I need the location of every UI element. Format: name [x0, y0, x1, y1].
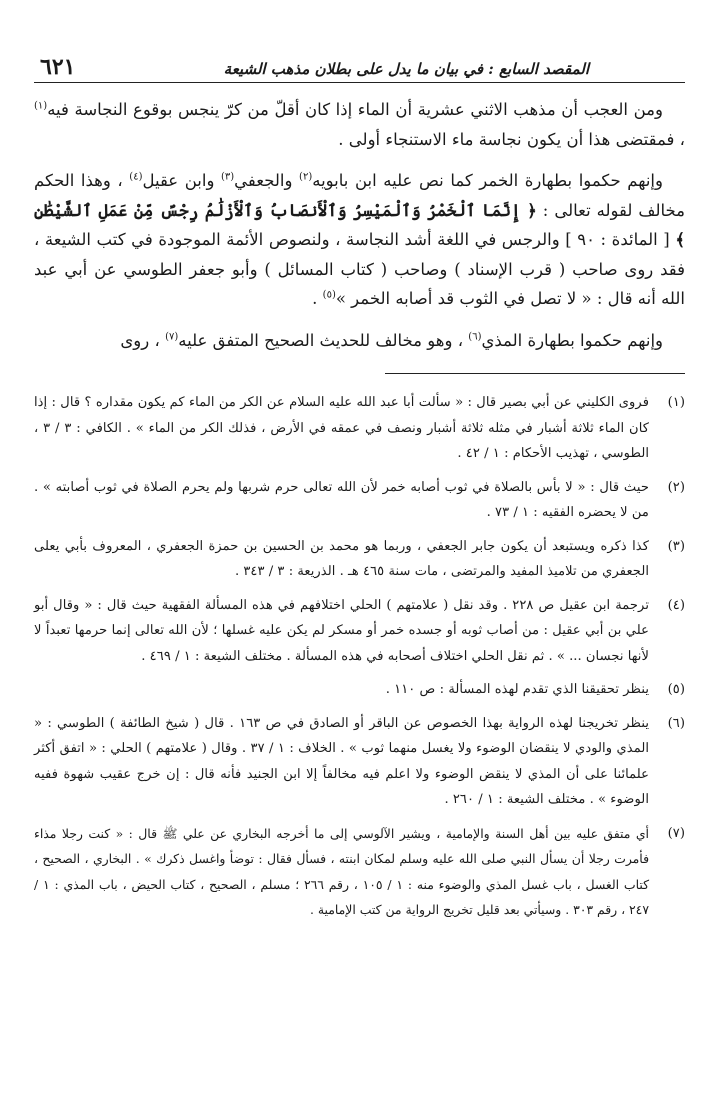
text-run: وابن عقيل: [142, 171, 221, 190]
footnote: [34, 475, 685, 526]
footnote-number: (٧): [667, 825, 685, 841]
text-run: ومن العجب أن مذهب الاثني عشرية أن الماء إذا كان أقلّ من كرّ ينجس بوقوع النجاسة فيه: [47, 100, 663, 119]
paragraph-3: [34, 326, 685, 356]
footnote-text: حيث قال : « لا بأس بالصلاة في ثوب أصابه خمر لأن الله تعالى حرم شربها ولم يحرم الصلاة في ثوب أصابته » . من لا يحضره الفقيه : ١ / ٧٣ .: [34, 479, 649, 520]
text-run: وإنهم حكموا بطهارة المذي: [481, 330, 663, 350]
footnote-text: أي متفق عليه بين أهل السنة والإمامية ، ويشير الآلوسي إلى ما أخرجه البخاري عن علي ﷺ قال : « كنت رجلا مذاء فأمرت رجلا أن يسأل النبي صلى الله عليه وسلم لمكان ابنته ، فسأل فقال : توضأ واغسل ذكرك » . البخاري ، الصحيح ، كتاب الغسل ، باب غسل المذي والوضوء منه : ١ / ١٠٥ ، رقم ٢٦٦ ؛ مسلم ، الصحيح ، كتاب الحيض ، باب المذي : ١ / ٢٤٧ ، رقم ٣٠٣ . وسيأتي بعد قليل تخريج الرواية من كتب الإمامية .: [34, 825, 650, 917]
text-run: ، وهذا الحكم مخالف لقوله تعالى :: [34, 171, 685, 220]
footnote-text: ينظر تخريجنا لهذه الرواية بهذا الخصوص عن الباقر أو الصادق في ص ١٦٣ . قال ( شيخ الطائفة ) الطوسي : « المذي والودي لا ينقضان الوضوء ولا يغسل منهما ثوب » . الخلاف : ١ / ٣٧ . وقال ( علامتهم ) الحلي : « اتفق أكثر علمائنا على أن المذي لا ينقض الوضوء ولا اعلم فيه مخالفاً إلا ابن الجنيد فأنه قال : إن خرج عقيب شهوة ففيه الوضوء » . مختلف الشيعة : ١ / ٢٦٠ .: [34, 715, 650, 807]
footnote-ref: (٢): [299, 171, 313, 183]
quran-verse: ﴿ إِنَّمَا ٱلْخَمْرُ وَٱلْمَيْسِرُ وَٱلْأَنصَابُ وَٱلْأَزْلَٰمُ رِجْسٌ مِّنْ عَمَلِ ٱلشَّيْطَٰنِ ﴾: [34, 200, 685, 249]
footnote-text: كذا ذكره ويستبعد أن يكون جابر الجعفي ، وربما هو محمد بن الحسين بن حمزة الجعفري ، المعروف بأبي يعلى الجعفري من تلاميذ المفيد والمرتضى ، مات سنة ٤٦٥ هـ . الذريعة : ٣ / ٣٤٣ .: [34, 538, 649, 579]
footnote-ref: (١): [34, 100, 48, 112]
footnote-number: (٦): [667, 715, 685, 731]
text-run: وإنهم حكموا بطهارة الخمر كما نص عليه ابن بابويه: [312, 171, 663, 190]
footnotes: [34, 390, 685, 923]
footnote-separator: [385, 373, 685, 374]
main-text: [34, 95, 685, 355]
footnote: [34, 593, 685, 670]
text-run: [ المائدة : ٩٠ ] والرجس في اللغة أشد النجاسة ، ولنصوص الأئمة الموجودة في كتب الشيعة ، فقد روى صاحب ( قرب الإسناد ) وصاحب ( كتاب المسائل ) وأبو جعفر الطوسي عن أبي عبد الله أنه قال : « لا تصل في الثوب قد أصابه الخمر »: [34, 230, 685, 308]
footnote-ref: (٧): [165, 331, 179, 342]
footnote-text: ترجمة ابن عقيل ص ٢٢٨ . وقد نقل ( علامتهم ) الحلي اختلافهم في هذه المسألة الفقهية حيث قال : « وقال أبو علي بن أبي عقيل : من أصاب ثوبه أو جسده خمر أو مسكر لم يكن عليه غسلها ؛ لأن الله تعالى إنما حرمها تعبداً لا لأنها نجسان ... » . ثم نقل الحلي اختلاف أصحابه في هذه المسألة . مختلف الشيعة : ١ / ٤٦٩ .: [34, 597, 649, 664]
footnote: [34, 677, 685, 703]
footnote: [34, 821, 685, 923]
footnote-ref: (٦): [468, 331, 482, 342]
text-run: ، وهو مخالف للحديث الصحيح المتفق عليه: [178, 330, 469, 350]
footnote-number: (٢): [667, 479, 685, 495]
footnote-ref: (٣): [220, 171, 235, 183]
footnote-text: فروى الكليني عن أبي بصير قال : « سألت أبا عبد الله عليه السلام عن الكر من الماء كم يكون مقداره ؟ قال : إذا كان الماء ثلاثة أشبار في مثله ثلاثة أشبار ونصف في عمقه في الأرض ، فذلك الكر من الماء » . الكافي : ٣ / ٣ ، الطوسي ، تهذيب الأحكام : ١ / ٤٢ .: [34, 395, 649, 461]
footnote-number: (٤): [667, 597, 685, 613]
page: [34, 38, 685, 931]
page-number: ٦٢١: [40, 54, 76, 80]
paragraph-1: [34, 95, 685, 154]
text-run: والجعفي: [234, 171, 300, 190]
page-header: [34, 38, 685, 83]
footnote-number: (٥): [667, 682, 685, 697]
text-run: ، روى: [120, 330, 166, 350]
footnote: [34, 390, 685, 467]
text-run: .: [312, 289, 323, 308]
footnote-text: ينظر تحقيقنا الذي تقدم لهذه المسألة : ص ١١٠ .: [385, 682, 649, 697]
footnote: [34, 534, 685, 585]
footnote-number: (٣): [667, 538, 685, 554]
paragraph-2: [34, 166, 685, 314]
footnote: [34, 711, 685, 813]
footnote-ref: (٥): [322, 289, 336, 301]
running-title: المقصد السابع : في بيان ما يدل على بطلان مذهب الشيعة: [223, 60, 589, 78]
footnote-ref: (٤): [129, 171, 143, 183]
footnote-number: (١): [667, 395, 685, 410]
text-run: ، فمقتضى هذا أن يكون نجاسة ماء الاستنجاء أولى .: [338, 129, 685, 149]
